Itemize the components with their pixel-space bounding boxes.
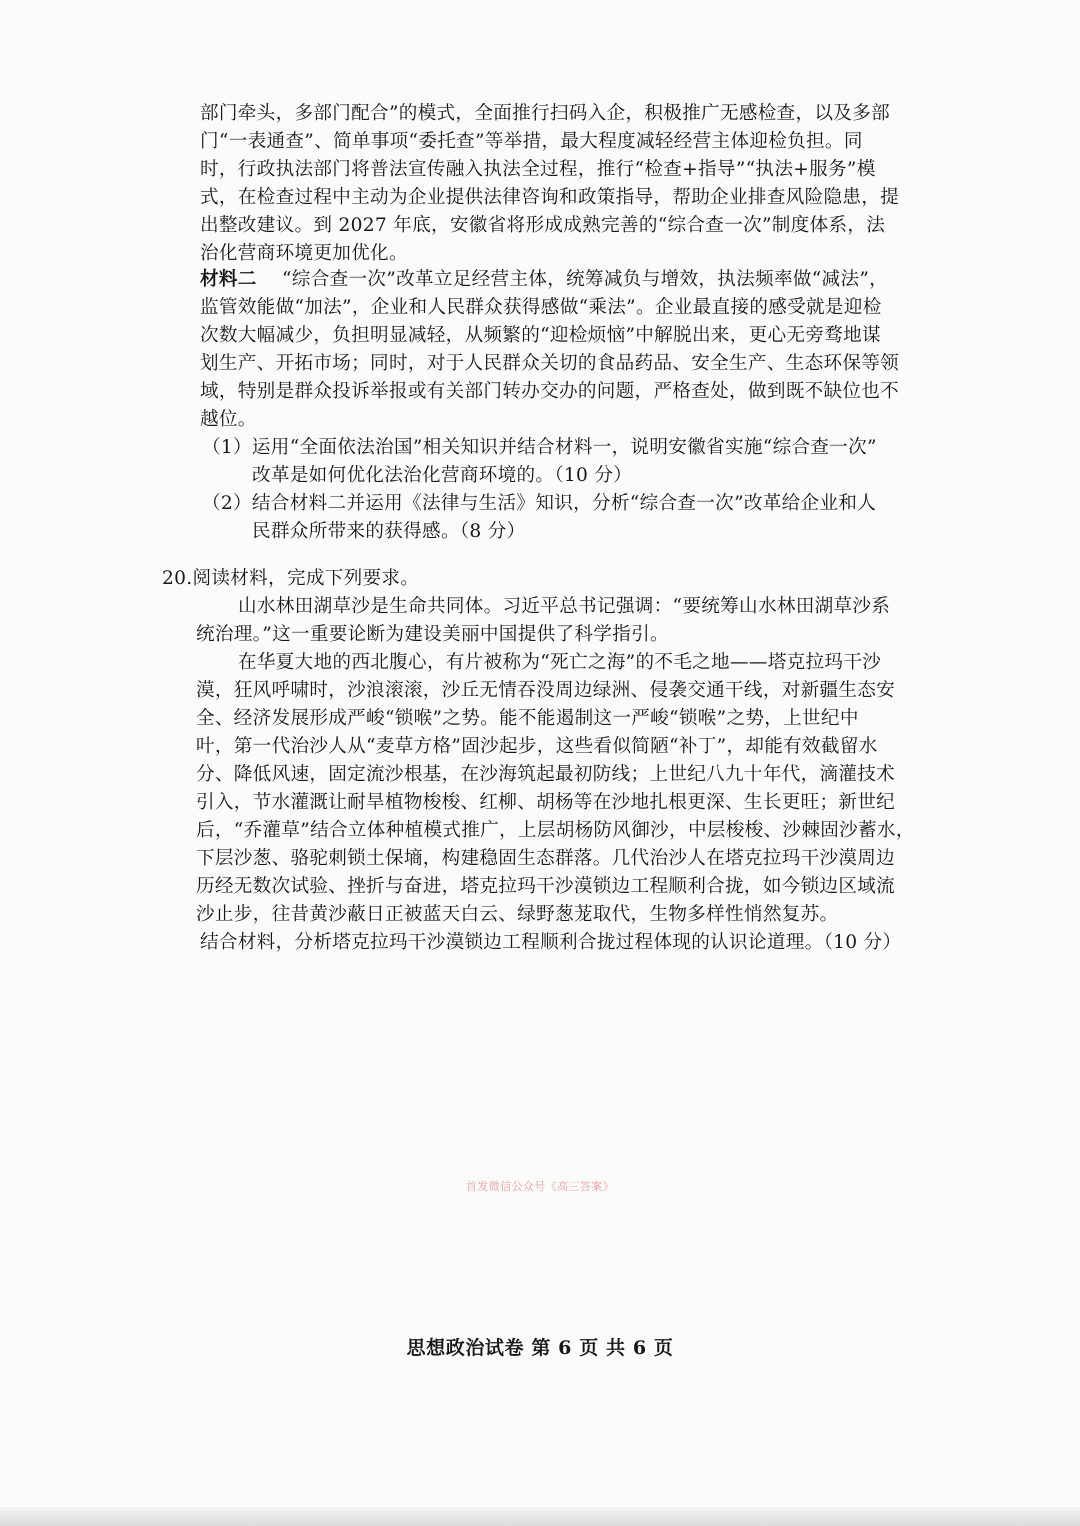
material2-line-2: 监管效能做“加法”，企业和人民群众获得感做“乘法”。企业最直接的感受就是迎检 xyxy=(200,297,882,318)
para2-line-9: 历经无数次试验、挫折与奋进，塔克拉玛干沙漠锁边工程顺利合拢，如今锁边区域流 xyxy=(196,876,896,897)
material1-line-2: 门“一表通查”、简单事项“委托查”等举措，最大程度减轻经营主体迎检负担。同 xyxy=(200,131,863,152)
material1-line-4: 式，在检查过程中主动为企业提供法律咨询和政策指导，帮助企业排查风险隐患，提 xyxy=(200,187,900,208)
scan-edge-divider xyxy=(0,1507,1080,1526)
material2-line-4: 划生产、开拓市场；同时，对于人民群众关切的食品药品、安全生产、生态环保等领 xyxy=(200,353,900,374)
para2-line-7: 后，“乔灌草”结合立体种植模式推广，上层胡杨防风御沙，中层梭梭、沙棘固沙蓄水， xyxy=(196,820,915,841)
para2-line-4: 叶，第一代治沙人从“麦草方格”固沙起步，这些看似简陋“补丁”，却能有效截留水 xyxy=(196,736,878,757)
question2-line-1: （2）结合材料二并运用《法律与生活》知识，分析“综合查一次”改革给企业和人 xyxy=(202,493,877,514)
para2-line-8: 下层沙葱、骆驼刺锁土保墒，构建稳固生态群落。几代治沙人在塔克拉玛干沙漠周边 xyxy=(196,848,896,869)
question20-heading: 20.阅读材料，完成下列要求。 xyxy=(162,568,420,589)
material2-label: 材料二 xyxy=(200,269,257,290)
material1-line-3: 时，行政执法部门将普法宣传融入执法全过程，推行“检查+指导”“执法+服务”模 xyxy=(200,159,876,180)
material2-line-3: 次数大幅减少，负担明显减轻，从频繁的“迎检烦恼”中解脱出来，更心无旁骛地谋 xyxy=(200,325,881,346)
question1-line-2: 改革是如何优化法治化营商环境的。（10 分） xyxy=(252,465,633,486)
page-footer: 思想政治试卷 第 6 页 共 6 页 xyxy=(406,1337,674,1359)
material1-line-5: 出整改建议。到 2027 年底，安徽省将形成成熟完善的“综合查一次”制度体系，法 xyxy=(200,215,886,236)
material1-line-6: 治化营商环境更加优化。 xyxy=(200,243,408,264)
para2-line-5: 分、降低风速，固定流沙根基，在沙海筑起最初防线；上世纪八九十年代，滴灌技术 xyxy=(196,764,896,785)
para2-line-10: 沙止步，往昔黄沙蔽日正被蓝天白云、绿野葱茏取代，生物多样性悄然复苏。 xyxy=(196,904,839,925)
question20-prompt: 结合材料，分析塔克拉玛干沙漠锁边工程顺利合拢过程体现的认识论道理。（10 分） xyxy=(200,932,902,953)
watermark-text: 首发微信公众号《高三答案》 xyxy=(465,1180,615,1193)
material2-line-5: 域，特别是群众投诉举报或有关部门转办交办的问题，严格查处，做到既不缺位也不 xyxy=(200,381,900,402)
para2-line-3: 全、经济发展形成严峻“锁喉”之势。能不能遏制这一严峻“锁喉”之势，上世纪中 xyxy=(196,708,859,729)
material2-line-6: 越位。 xyxy=(200,409,257,430)
para2-line-2: 漠，狂风呼啸时，沙浪滚滚，沙丘无情吞没周边绿洲、侵袭交通干线，对新疆生态安 xyxy=(196,680,896,701)
material1-line-1: 部门牵头，多部门配合”的模式，全面推行扫码入企，积极推广无感检查，以及多部 xyxy=(200,103,890,124)
para2-line-6: 引入，节水灌溉让耐旱植物梭梭、红柳、胡杨等在沙地扎根更深、生长更旺；新世纪 xyxy=(196,792,896,813)
material2-line-1: “综合查一次”改革立足经营主体，统筹减负与增效，执法频率做“减法”， xyxy=(282,269,889,290)
para2-line-1: 在华夏大地的西北腹心，有片被称为“死亡之海”的不毛之地——塔克拉玛干沙 xyxy=(238,652,882,673)
para1-line-1: 山水林田湖草沙是生命共同体。习近平总书记强调：“要统筹山水林田湖草沙系 xyxy=(238,596,891,617)
question2-line-2: 民群众所带来的获得感。（8 分） xyxy=(252,521,526,542)
para1-line-2: 统治理。”这一重要论断为建设美丽中国提供了科学指引。 xyxy=(196,624,669,645)
question1-line-1: （1）运用“全面依法治国”相关知识并结合材料一，说明安徽省实施“综合查一次” xyxy=(202,437,877,458)
